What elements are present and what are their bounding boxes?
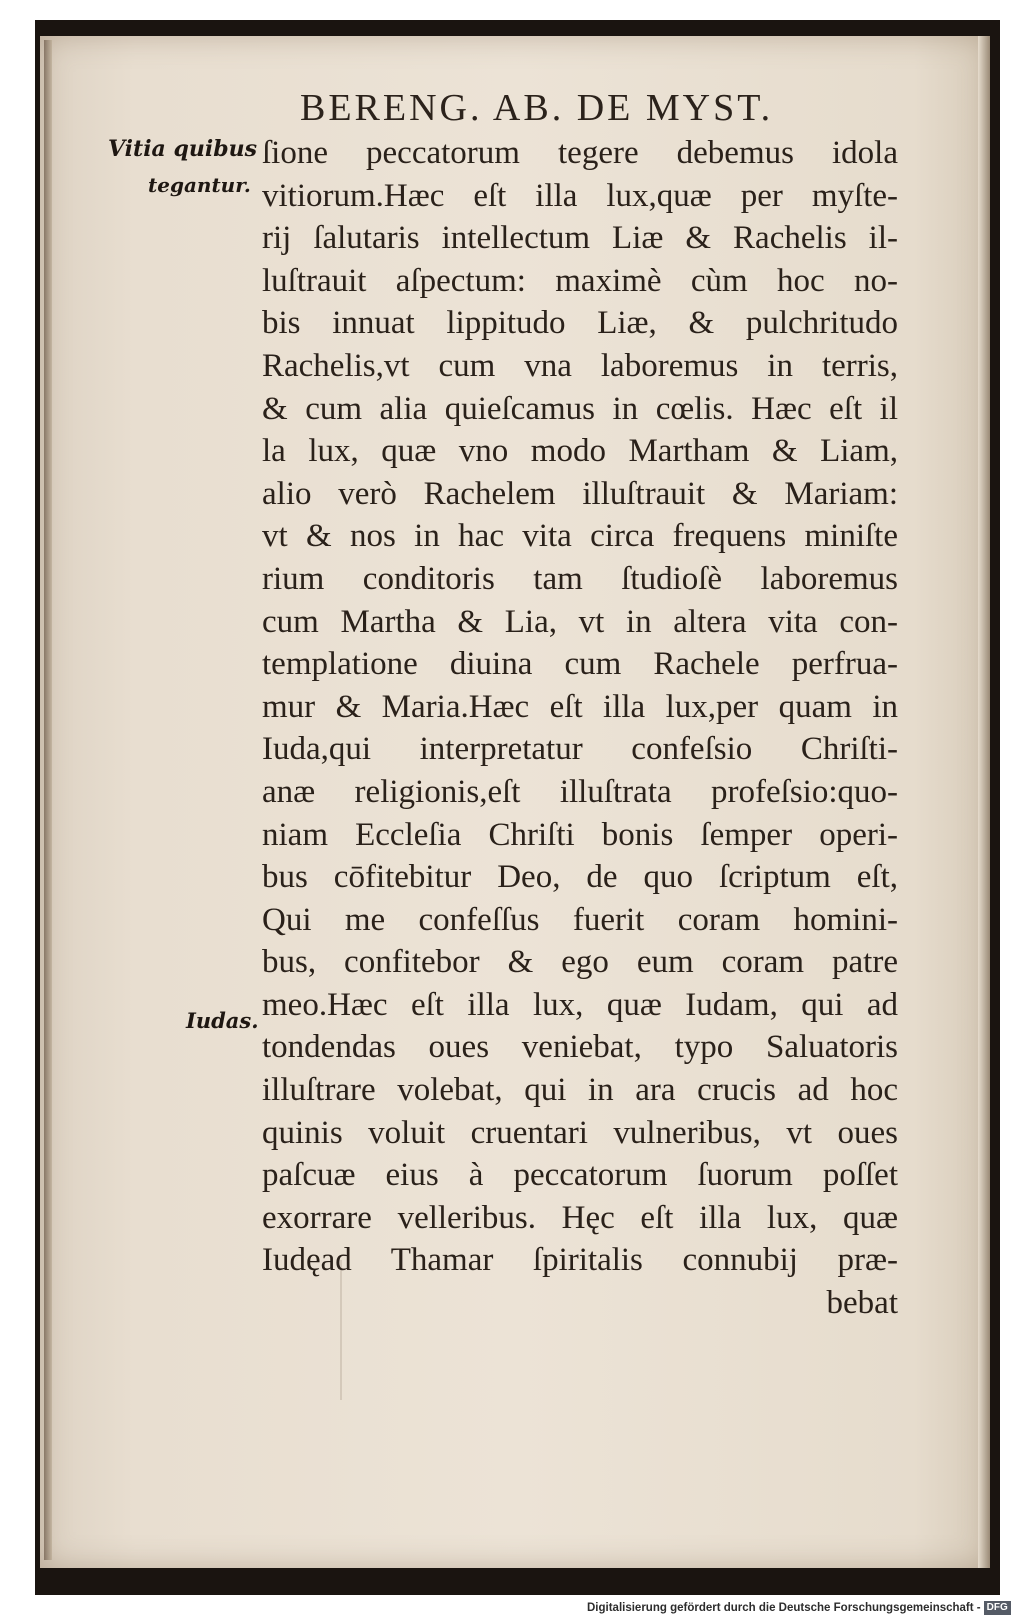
- funding-footer: [587, 1598, 1008, 1618]
- marginal-note-iudas: Iudas.: [186, 1008, 259, 1033]
- marginal-note-vitia: Vitia quibus: [108, 136, 257, 162]
- body-text: [262, 132, 898, 1325]
- page-right-edge: [978, 36, 990, 1568]
- running-head: BERENG. AB. DE MYST.: [300, 87, 774, 129]
- text-line: vt & nos in hac vita circa frequens miniſte: [262, 518, 898, 555]
- text-line: exorrare velleribus. Hęc eſt illa lux, quæ: [262, 1199, 898, 1236]
- text-line: tondendas oues veniebat, typo Saluatoris: [262, 1029, 898, 1066]
- text-line: paſcuæ eius à peccatorum ſuorum poſſet: [262, 1157, 898, 1194]
- text-line: luſtrauit aſpectum: maximè cùm hoc no-: [262, 262, 898, 299]
- text-line: rij ſalutaris intellectum Liæ & Rachelis il-: [262, 220, 898, 257]
- text-line: Rachelis,vt cum vna laboremus in terris,: [262, 347, 898, 384]
- text-line: quinis voluit cruentari vulneribus, vt oues: [262, 1114, 898, 1151]
- text-line: bus cōfitebitur Deo, de quo ſcriptum eſt,: [262, 859, 898, 896]
- text-line: illuſtrare volebat, qui in ara crucis ad hoc: [262, 1072, 898, 1109]
- text-line: meo.Hæc eſt illa lux, quæ Iudam, qui ad: [262, 986, 898, 1023]
- text-line: mur & Maria.Hæc eſt illa lux,per quam in: [262, 688, 898, 725]
- marginal-note-tegantur: tegantur.: [148, 173, 251, 197]
- text-line: bis innuat lippitudo Liæ, & pulchritudo: [262, 305, 898, 342]
- text-line: Qui me confeſſus fuerit coram homini-: [262, 901, 898, 938]
- text-line: bus, confitebor & ego eum coram patre: [262, 944, 898, 981]
- text-line: Iuda,qui interpretatur confeſsio Chriſti-: [262, 731, 898, 768]
- text-line: templatione diuina cum Rachele perfrua-: [262, 646, 898, 683]
- text-line: ſione peccatorum tegere debemus idola: [262, 135, 898, 171]
- dfg-logo: DFG: [984, 1601, 1011, 1615]
- page-left-edge: [44, 40, 52, 1560]
- text-line: anæ religionis,eſt illuſtrata profeſsio:quo-: [262, 773, 898, 810]
- text-line: rium conditoris tam ſtudioſè laboremus: [262, 560, 898, 597]
- footer-text: Digitalisierung gefördert durch die Deutsche Forschungsgemeinschaft -: [587, 1602, 981, 1614]
- text-line: la lux, quæ vno modo Martham & Liam,: [262, 433, 898, 470]
- text-line: & cum alia quieſcamus in cœlis. Hæc eſt il: [262, 390, 898, 427]
- text-line: cum Martha & Lia, vt in altera vita con-: [262, 603, 898, 640]
- text-line: vitiorum.Hæc eſt illa lux,quæ per myſte-: [262, 177, 898, 214]
- text-line: Iudęad Thamar ſpiritalis connubij præ-: [262, 1242, 898, 1279]
- text-line: bebat: [826, 1285, 898, 1322]
- text-line: niam Eccleſia Chriſti bonis ſemper operi-: [262, 816, 898, 853]
- text-line: alio verò Rachelem illuſtrauit & Mariam:: [262, 475, 898, 512]
